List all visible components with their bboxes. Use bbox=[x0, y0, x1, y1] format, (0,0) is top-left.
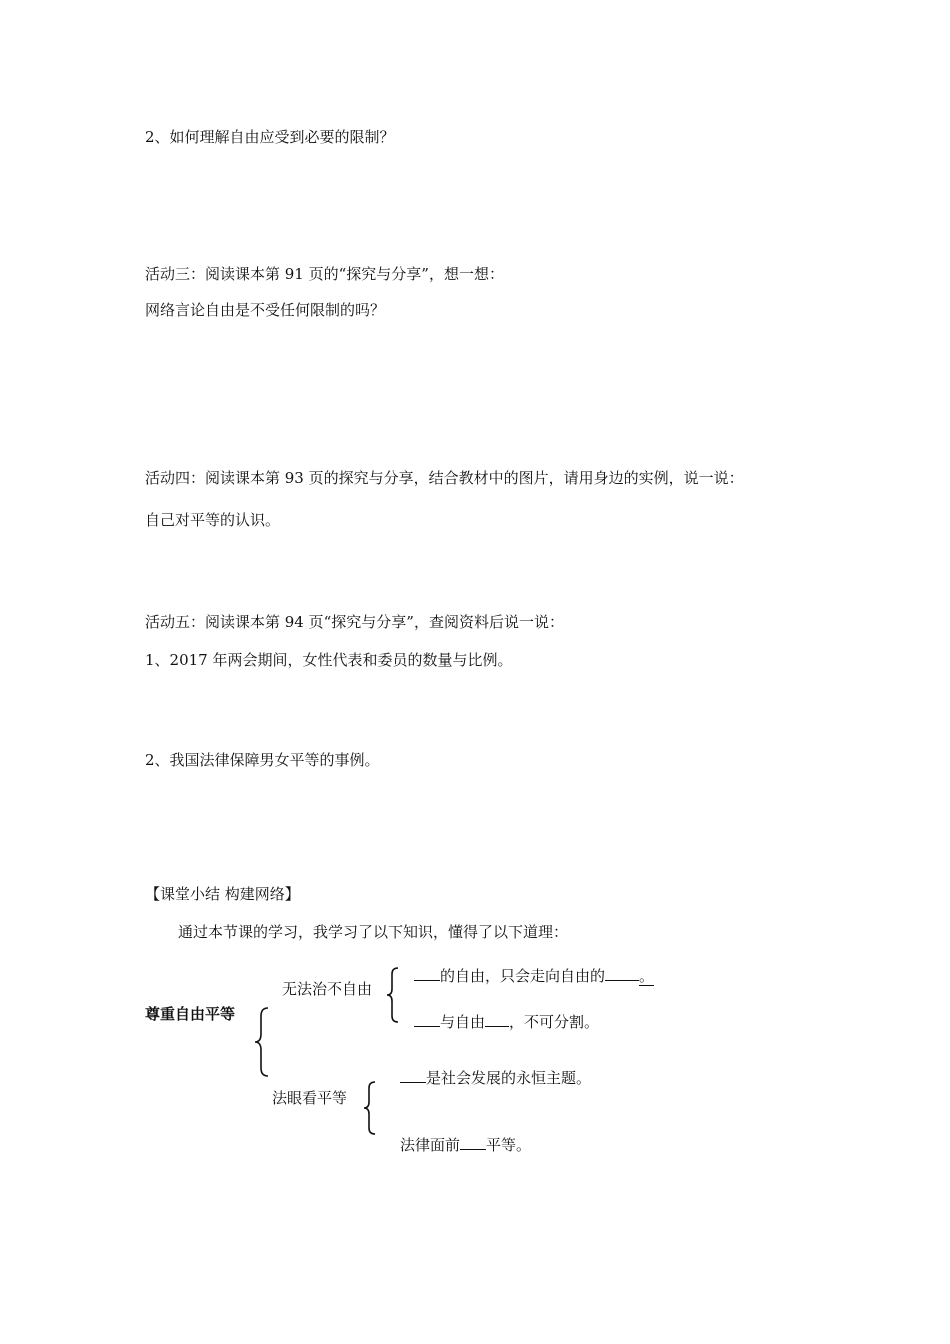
activity-three-question: 网络言论自由是不受任何限制的吗？ bbox=[145, 301, 386, 319]
equality-line-two-end: 平等。 bbox=[486, 1136, 532, 1154]
freedom-line-two-end: ，不可分割。 bbox=[509, 1013, 600, 1031]
fill-blank[interactable] bbox=[485, 1012, 509, 1027]
freedom-line-one bbox=[414, 966, 654, 986]
equality-brace-icon bbox=[361, 1080, 379, 1136]
freedom-brace-icon bbox=[384, 966, 402, 1024]
question-freedom-limit: 2、如何理解自由应受到必要的限制？ bbox=[145, 128, 395, 146]
fill-blank[interactable] bbox=[414, 966, 440, 981]
equality-line-two-text: 法律面前 bbox=[400, 1136, 461, 1154]
freedom-line-one-text: 的自由，只会走向自由的 bbox=[440, 967, 606, 985]
summary-heading: 【课堂小结 构建网络】 bbox=[145, 885, 300, 903]
activity-four-title: 活动四：阅读课本第 93 页的探究与分享，结合教材中的图片，请用身边的实例，说一说： bbox=[145, 469, 744, 487]
activity-four-question: 自己对平等的认识。 bbox=[145, 511, 281, 529]
concept-map-root: 尊重自由平等 bbox=[145, 1005, 236, 1023]
activity-five-item-one: 1、2017 年两会期间，女性代表和委员的数量与比例。 bbox=[145, 651, 513, 669]
fill-blank[interactable] bbox=[414, 1012, 440, 1027]
freedom-line-two bbox=[414, 1012, 599, 1032]
fill-blank[interactable] bbox=[460, 1135, 486, 1150]
freedom-line-one-end: 。 bbox=[639, 967, 655, 985]
equality-line-one-text: 是社会发展的永恒主题。 bbox=[426, 1069, 592, 1087]
activity-three-title: 活动三：阅读课本第 91 页的“探究与分享”，想一想： bbox=[145, 265, 504, 283]
branch-equality-label: 法眼看平等 bbox=[272, 1089, 348, 1107]
equality-line-two bbox=[400, 1135, 531, 1155]
activity-five-title: 活动五：阅读课本第 94 页“探究与分享”，查阅资料后说一说： bbox=[145, 613, 564, 631]
root-brace-icon bbox=[252, 1006, 272, 1078]
branch-freedom-label: 无法治不自由 bbox=[282, 980, 373, 998]
fill-blank[interactable] bbox=[605, 966, 639, 981]
freedom-line-two-text: 与自由 bbox=[440, 1013, 486, 1031]
fill-blank[interactable] bbox=[400, 1068, 426, 1083]
summary-intro: 通过本节课的学习，我学习了以下知识，懂得了以下道理： bbox=[178, 923, 569, 941]
activity-five-item-two: 2、我国法律保障男女平等的事例。 bbox=[145, 751, 380, 769]
equality-line-one bbox=[400, 1068, 591, 1088]
